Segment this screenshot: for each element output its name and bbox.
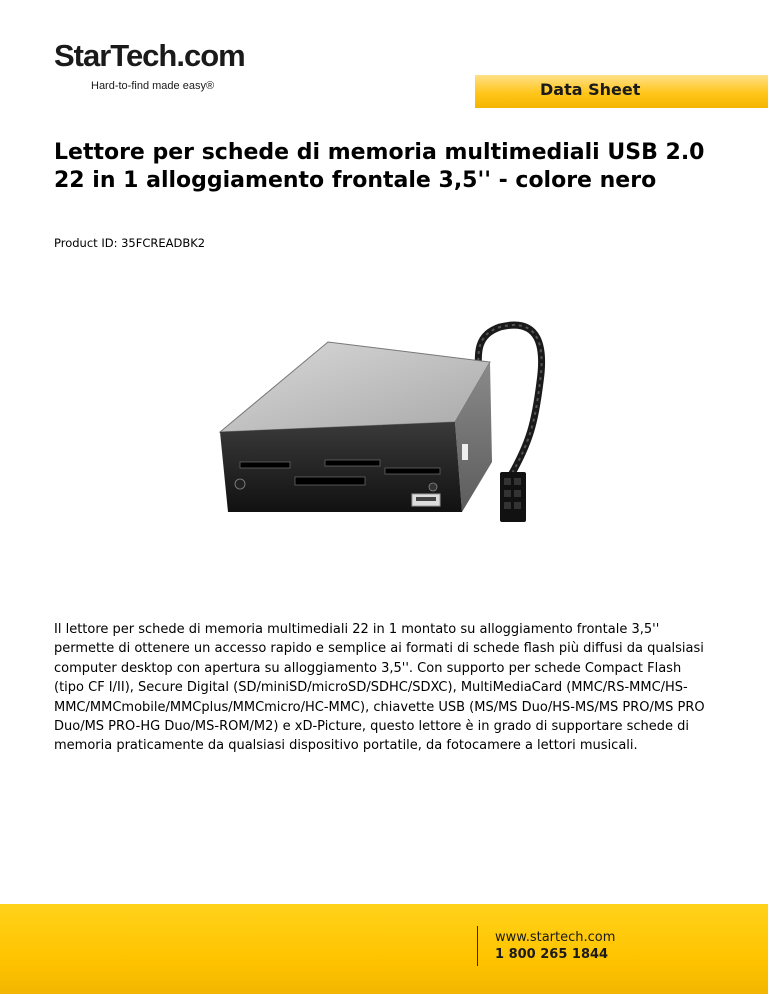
product-id: Product ID: 35FCREADBK2 [54,236,206,250]
footer-website-link[interactable]: www.startech.com [495,930,616,945]
product-description: Il lettore per schede di memoria multimediali 22 in 1 montato su alloggiamento frontale 3,5'' permette di ottenere un accesso rapido e semplice ai formati di schede flash più diffusi da qualsiasi computer desktop con apertura su alloggiamento 3,5''. Con supporto per schede Compact Flash (tipo CF I/II), Secure Digital (SD/miniSD/microSD/SDHC/SDXC), MultiMediaCard (MMC/RS-MMC/HS-MMC/MMCmobile/MMCplus/MMCmicro/HC-MMC), chiavette USB (MS/MS Duo/HS-MS/MS PRO/MS PRO Duo/MS PRO-HG Duo/MS-ROM/M2) e xD-Picture, questo lettore è in grado di supportare schede di memoria praticamente da qualsiasi dispositivo portatile, da fotocamere a lettori musicali. [54,622,705,754]
startech-logo [54,40,254,100]
product-title: Lettore per schede di memoria multimediali USB 2.0 22 in 1 alloggiamento frontale 3,5'' - colore nero [54,140,705,193]
data-sheet-label: Data Sheet [540,80,641,99]
product-image [200,272,570,562]
footer-bar [0,904,768,994]
footer-phone: 1 800 265 1844 [495,947,609,962]
card-reader-illustration [200,272,570,562]
footer-divider [477,926,478,966]
logo-wordmark: StarTech.com [54,38,245,73]
logo-tagline: Hard-to-find made easy® [91,80,215,92]
